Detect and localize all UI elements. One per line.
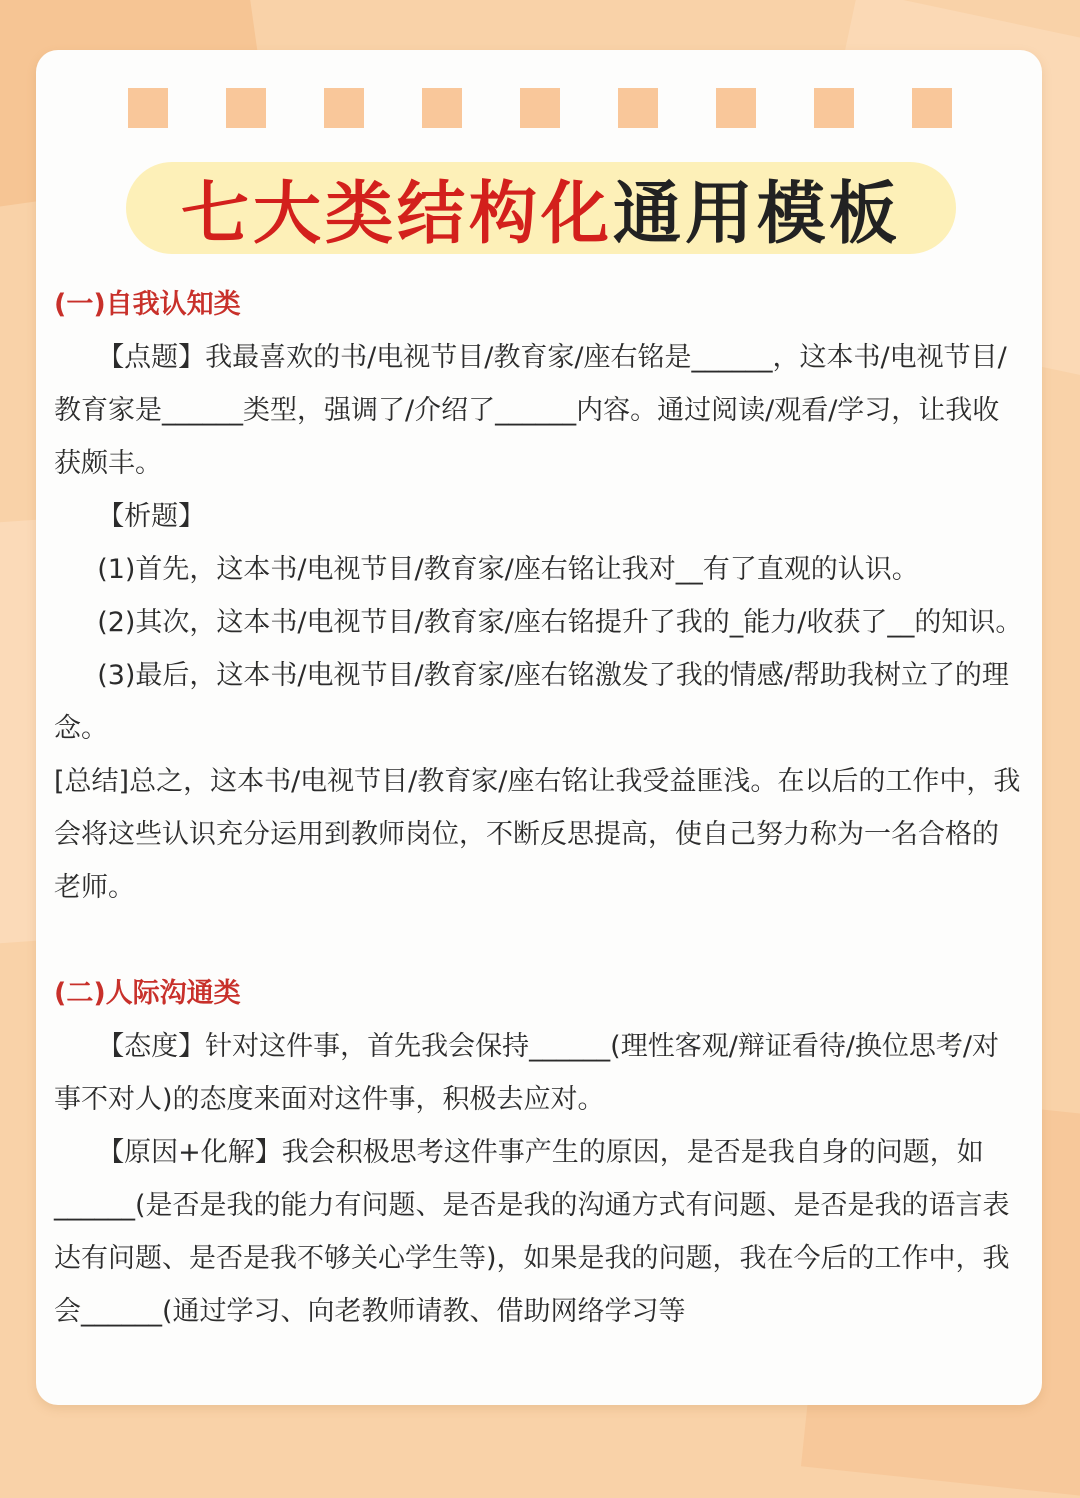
binding-holes — [128, 88, 988, 128]
paragraph: 【析题】 — [97, 501, 206, 532]
binding-hole — [912, 88, 952, 128]
article-body — [54, 278, 1024, 1338]
section-heading: (二)人际沟通类 — [54, 978, 241, 1009]
binding-hole — [814, 88, 854, 128]
paragraph: (2)其次，这本书/电视节目/教育家/座右铭提升了我的_能力/收获了__的知识。 — [97, 607, 1023, 638]
paragraph: (3)最后，这本书/电视节目/教育家/座右铭激发了我的情感/帮助我树立了的理念。 — [54, 660, 1009, 744]
binding-hole — [422, 88, 462, 128]
section-heading: (一)自我认知类 — [54, 289, 241, 320]
title-red-part: 七大类结构化 — [180, 174, 613, 254]
paragraph: [总结]总之，这本书/电视节目/教育家/座右铭让我受益匪浅。在以后的工作中，我会将这些认识充分运用到教师岗位，不断反思提高，使自己努力称为一名合格的老师。 — [54, 766, 1021, 903]
notepad-page — [36, 50, 1042, 1405]
spacer — [54, 914, 1024, 967]
binding-hole — [226, 88, 266, 128]
binding-hole — [324, 88, 364, 128]
binding-hole — [128, 88, 168, 128]
binding-hole — [520, 88, 560, 128]
paragraph: 【点题】我最喜欢的书/电视节目/教育家/座右铭是______，这本书/电视节目/教育家是______类型，强调了/介绍了______内容。通过阅读/观看/学习，让我收获颇丰。 — [54, 342, 1007, 479]
page-title — [126, 162, 956, 254]
binding-hole — [618, 88, 658, 128]
title-black-part: 通用模板 — [613, 174, 902, 254]
paragraph: 【态度】针对这件事，首先我会保持______(理性客观/辩证看待/换位思考/对事不对人)的态度来面对这件事，积极去应对。 — [54, 1031, 1000, 1115]
binding-hole — [716, 88, 756, 128]
paragraph: 【原因+化解】我会积极思考这件事产生的原因，是否是我自身的问题，如______(是否是我的能力有问题、是否是我的沟通方式有问题、是否是我的语言表达有问题、是否是我不够关心学生等)，如果是我的问题，我在今后的工作中，我会______(通过学习、向老教师请教、借助网络学习等 — [54, 1137, 1010, 1327]
paragraph: (1)首先，这本书/电视节目/教育家/座右铭让我对__有了直观的认识。 — [97, 554, 919, 585]
